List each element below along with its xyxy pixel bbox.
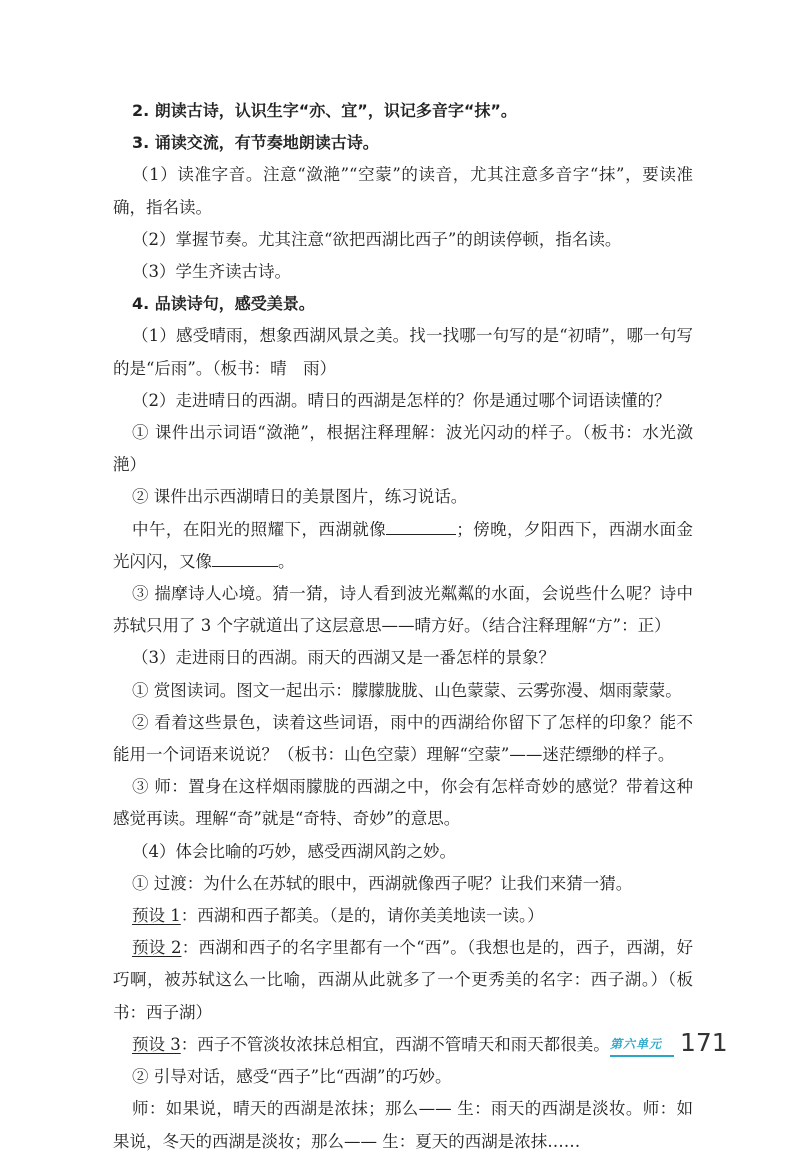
preset-3-text: ：西子不管淡妆浓抹总相宜，西湖不管晴天和雨天都很美。 xyxy=(180,1034,610,1054)
paragraph-rainy-lake: （3）走进雨日的西湖。雨天的西湖又是一番怎样的景象？ xyxy=(132,648,555,668)
step-4-heading: 4. 品读诗句，感受美景。 xyxy=(132,294,315,314)
paragraph-poet-mood: ③ 揣摩诗人心境。猜一猜，诗人看到波光粼粼的水面，会说些什么呢？诗中苏轼只用了 3 个字就道出了这层意思——晴方好。（结合注释理解“方”：正） xyxy=(113,584,693,636)
preset-2-label: 预设 2 xyxy=(132,938,182,958)
step-3-heading: 3. 诵读交流，有节奏地朗读古诗。 xyxy=(132,133,379,153)
unit-label: 第六单元 xyxy=(610,1037,663,1051)
paragraph-sunny-pictures: ② 课件出示西湖晴日的美景图片，练习说话。 xyxy=(132,487,468,507)
preset-3-label: 预设 3 xyxy=(132,1034,181,1054)
paragraph-guided-dialogue: ② 引导对话，感受“西子”比“西湖”的巧妙。 xyxy=(132,1067,452,1087)
fill-blank-2 xyxy=(212,548,278,567)
paragraph-rainy-words: ① 赏图读词。图文一起出示：朦朦胧胧、山色蒙蒙、云雾弥漫、烟雨蒙蒙。 xyxy=(132,680,682,700)
paragraph-preset-2 xyxy=(113,932,693,1029)
paragraph-word-lianyan: ① 课件出示词语“潋滟”，根据注释理解：波光闪动的样子。（板书：水光潋滟） xyxy=(113,423,693,475)
preset-1-label: 预设 1 xyxy=(132,906,181,926)
step-2-heading: 2. 朗读古诗，认识生字“亦、宜”，识记多音字“抹”。 xyxy=(132,101,517,120)
paragraph-teacher-feeling: ③ 师：置身在这样烟雨朦胧的西湖之中，你会有怎样奇妙的感觉？带着这种感觉再读。理解“奇”就是“奇特、奇妙”的意思。 xyxy=(113,777,693,829)
preset-1-text: ：西湖和西子都美。（是的，请你美美地读一读。） xyxy=(180,906,544,926)
lesson-content xyxy=(113,95,693,1158)
page-footer xyxy=(610,1028,728,1064)
fill-in-text-1: 中午，在阳光的照耀下，西湖就像 xyxy=(132,519,387,539)
paragraph-rainy-impression: ② 看着这些景色，读着这些词语，雨中的西湖给你留下了怎样的印象？能不能用一个词语来说说？（板书：山色空蒙）理解“空蒙”——迷茫缥缈的样子。 xyxy=(113,712,693,765)
paragraph-fill-in xyxy=(113,514,693,578)
fill-blank-1 xyxy=(386,516,456,535)
unit-underline xyxy=(610,1055,674,1057)
paragraph-rhythm: （2）掌握节奏。尤其注意“欲把西湖比西子”的朗读停顿，指名读。 xyxy=(132,229,622,249)
paragraph-sunny-rain: （1）感受晴雨，想象西湖风景之美。找一找哪一句写的是“初晴”，哪一句写的是“后雨”。（板书：晴 雨） xyxy=(113,326,693,378)
paragraph-sunny-lake: （2）走进晴日的西湖。晴日的西湖是怎样的？你是通过哪个词语读懂的？ xyxy=(132,390,671,410)
paragraph-dialogue: 师：如果说，晴天的西湖是浓抹；那么—— 生：雨天的西湖是淡妆。师：如果说，冬天的西湖是淡妆；那么—— 生：夏天的西湖是浓抹…… xyxy=(113,1099,693,1151)
page-number: 171 xyxy=(680,1028,728,1057)
paragraph-transition: ① 过渡：为什么在苏轼的眼中，西湖就像西子呢？让我们来猜一猜。 xyxy=(132,873,633,893)
fill-in-text-3: 。 xyxy=(278,551,295,571)
paragraph-group-reading: （3）学生齐读古诗。 xyxy=(132,262,291,282)
paragraph-preset-3 xyxy=(113,1029,693,1061)
paragraph-pronunciation: （1）读准字音。注意“潋滟”“空蒙”的读音，尤其注意多音字“抹”，要读准确，指名读。 xyxy=(113,165,693,217)
fill-in-text-2: ；傍晚，夕阳西下，西湖水面金光闪闪，又像 xyxy=(113,519,694,571)
paragraph-metaphor: （4）体会比喻的巧妙，感受西湖风韵之妙。 xyxy=(132,841,456,861)
preset-2-text: ：西湖和西子的名字里都有一个“西”。（我想也是的，西子，西湖，好巧啊，被苏轼这么一比喻，西湖从此就多了一个更秀美的名字：西子湖。）（板书：西子湖） xyxy=(113,938,693,1022)
paragraph-preset-1 xyxy=(113,900,693,932)
